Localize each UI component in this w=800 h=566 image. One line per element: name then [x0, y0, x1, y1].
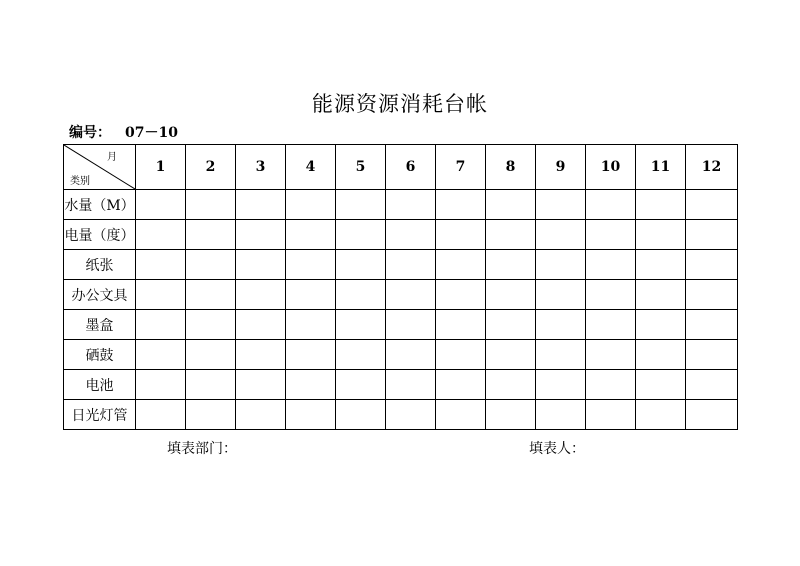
value-cell[interactable]: [486, 250, 536, 280]
value-cell[interactable]: [336, 280, 386, 310]
value-cell[interactable]: [436, 220, 486, 250]
document-title: 能源资源消耗台帐: [312, 92, 488, 116]
value-cell[interactable]: [636, 400, 686, 430]
value-cell[interactable]: [336, 310, 386, 340]
value-cell[interactable]: [236, 280, 286, 310]
value-cell[interactable]: [686, 220, 738, 250]
month-header: 6: [386, 145, 436, 190]
value-cell[interactable]: [536, 310, 586, 340]
value-cell[interactable]: [636, 370, 686, 400]
value-cell[interactable]: [186, 340, 236, 370]
value-cell[interactable]: [336, 190, 386, 220]
value-cell[interactable]: [336, 370, 386, 400]
value-cell[interactable]: [586, 370, 636, 400]
row-category-label: 硒鼓: [64, 340, 136, 370]
value-cell[interactable]: [236, 370, 286, 400]
value-cell[interactable]: [286, 220, 336, 250]
value-cell[interactable]: [136, 190, 186, 220]
value-cell[interactable]: [186, 190, 236, 220]
value-cell[interactable]: [586, 340, 636, 370]
value-cell[interactable]: [386, 220, 436, 250]
value-cell[interactable]: [136, 400, 186, 430]
value-cell[interactable]: [536, 220, 586, 250]
value-cell[interactable]: [536, 280, 586, 310]
month-axis-label: 月: [107, 152, 117, 163]
value-cell[interactable]: [286, 400, 336, 430]
value-cell[interactable]: [186, 220, 236, 250]
value-cell[interactable]: [486, 340, 536, 370]
row-category-label: 办公文具: [64, 280, 136, 310]
value-cell[interactable]: [386, 190, 436, 220]
value-cell[interactable]: [386, 250, 436, 280]
month-header: 4: [286, 145, 336, 190]
value-cell[interactable]: [386, 280, 436, 310]
value-cell[interactable]: [186, 310, 236, 340]
value-cell[interactable]: [686, 310, 738, 340]
value-cell[interactable]: [536, 370, 586, 400]
month-header: 1: [136, 145, 186, 190]
value-cell[interactable]: [336, 400, 386, 430]
value-cell[interactable]: [536, 250, 586, 280]
value-cell[interactable]: [186, 280, 236, 310]
value-cell[interactable]: [286, 190, 336, 220]
value-cell[interactable]: [386, 310, 436, 340]
value-cell[interactable]: [536, 340, 586, 370]
table-row: [64, 190, 738, 220]
department-field-label: 填表部门：: [167, 441, 237, 457]
value-cell[interactable]: [586, 190, 636, 220]
document-code: [69, 122, 178, 142]
value-cell[interactable]: [136, 250, 186, 280]
row-category-label: 日光灯管: [64, 400, 136, 430]
month-header: 9: [536, 145, 586, 190]
value-cell[interactable]: [686, 340, 738, 370]
month-header: 3: [236, 145, 286, 190]
value-cell[interactable]: [336, 220, 386, 250]
value-cell[interactable]: [636, 220, 686, 250]
value-cell[interactable]: [636, 280, 686, 310]
table-row: [64, 280, 738, 310]
ledger-body: [64, 190, 738, 430]
table-row: [64, 250, 738, 280]
value-cell[interactable]: [636, 340, 686, 370]
value-cell[interactable]: [236, 220, 286, 250]
value-cell[interactable]: [686, 400, 738, 430]
month-header: 8: [486, 145, 536, 190]
value-cell[interactable]: [136, 220, 186, 250]
value-cell[interactable]: [686, 250, 738, 280]
table-row: [64, 340, 738, 370]
month-header: 10: [586, 145, 636, 190]
value-cell[interactable]: [286, 370, 336, 400]
value-cell[interactable]: [336, 250, 386, 280]
month-header: 5: [336, 145, 386, 190]
value-cell[interactable]: [236, 250, 286, 280]
value-cell[interactable]: [636, 190, 686, 220]
value-cell[interactable]: [336, 340, 386, 370]
value-cell[interactable]: [536, 190, 586, 220]
value-cell[interactable]: [686, 190, 738, 220]
value-cell[interactable]: [286, 310, 336, 340]
value-cell[interactable]: [136, 340, 186, 370]
month-header: 7: [436, 145, 486, 190]
value-cell[interactable]: [236, 340, 286, 370]
value-cell[interactable]: [686, 370, 738, 400]
category-axis-label: 类别: [70, 176, 90, 187]
value-cell[interactable]: [586, 400, 636, 430]
month-header: 11: [636, 145, 686, 190]
value-cell[interactable]: [386, 370, 436, 400]
value-cell[interactable]: [186, 250, 236, 280]
value-cell[interactable]: [436, 310, 486, 340]
value-cell[interactable]: [486, 400, 536, 430]
value-cell[interactable]: [436, 400, 486, 430]
code-label: 编号：: [69, 125, 111, 141]
value-cell[interactable]: [286, 280, 336, 310]
value-cell[interactable]: [136, 310, 186, 340]
value-cell[interactable]: [586, 310, 636, 340]
value-cell[interactable]: [686, 280, 738, 310]
row-category-label: 电量（度）: [64, 220, 136, 250]
value-cell[interactable]: [586, 280, 636, 310]
value-cell[interactable]: [486, 190, 536, 220]
value-cell[interactable]: [286, 250, 336, 280]
table-row: [64, 400, 738, 430]
value-cell[interactable]: [436, 190, 486, 220]
row-category-label: 纸张: [64, 250, 136, 280]
value-cell[interactable]: [486, 220, 536, 250]
value-cell[interactable]: [536, 400, 586, 430]
value-cell[interactable]: [586, 220, 636, 250]
value-cell[interactable]: [136, 280, 186, 310]
value-cell[interactable]: [436, 340, 486, 370]
value-cell[interactable]: [636, 250, 686, 280]
table-row: [64, 220, 738, 250]
table-row: [64, 310, 738, 340]
filler-field-label: 填表人：: [529, 441, 585, 457]
value-cell[interactable]: [486, 310, 536, 340]
diagonal-header-cell: [64, 145, 136, 190]
value-cell[interactable]: [236, 310, 286, 340]
value-cell[interactable]: [436, 370, 486, 400]
value-cell[interactable]: [236, 190, 286, 220]
value-cell[interactable]: [436, 280, 486, 310]
value-cell[interactable]: [436, 250, 486, 280]
value-cell[interactable]: [486, 280, 536, 310]
value-cell[interactable]: [386, 400, 436, 430]
row-category-label: 水量（M）: [64, 190, 136, 220]
month-header: 12: [686, 145, 738, 190]
header-row: [64, 145, 738, 190]
value-cell[interactable]: [136, 370, 186, 400]
value-cell[interactable]: [186, 400, 236, 430]
table-row: [64, 370, 738, 400]
value-cell[interactable]: [486, 370, 536, 400]
value-cell[interactable]: [286, 340, 336, 370]
code-value: 07－10: [125, 125, 178, 141]
consumption-ledger-table: [63, 144, 738, 430]
value-cell[interactable]: [636, 310, 686, 340]
value-cell[interactable]: [236, 400, 286, 430]
row-category-label: 电池: [64, 370, 136, 400]
value-cell[interactable]: [586, 250, 636, 280]
value-cell[interactable]: [386, 340, 436, 370]
month-header: 2: [186, 145, 236, 190]
value-cell[interactable]: [186, 370, 236, 400]
row-category-label: 墨盒: [64, 310, 136, 340]
